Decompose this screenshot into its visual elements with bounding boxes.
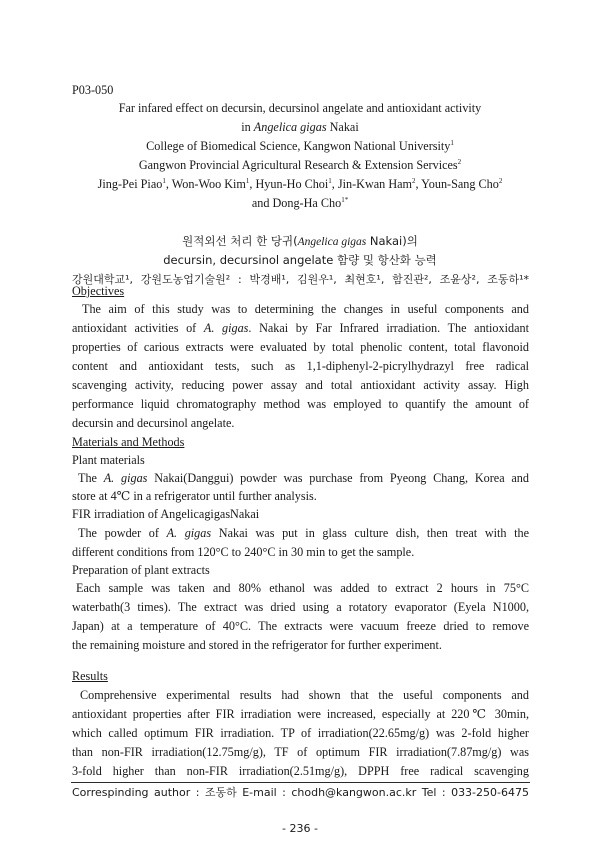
author-sup: 1: [245, 176, 250, 185]
objectives-line-2-b: . Nakai by Far Infrared irradiation. The antioxidant: [248, 321, 529, 335]
objectives-line-2: [72, 321, 529, 336]
korean-title-species: Angelica gigas: [297, 236, 367, 248]
prep-line-2: waterbath(3 times). The extract was dried using a rotatory evaporator (Eyela N1000,: [72, 600, 529, 614]
fir-line-2: different conditions from 120°C to 240°C in 30 min to get the sample.: [72, 545, 415, 559]
author-sup: 1: [162, 176, 166, 185]
authors-line-1: Jing-Pei Piao$^1$, Won-Woo Kim$^1$, Hyun-Ho Choi$^1$, Jin-Kwan Ham$^2$, Youn-Sang Cho$^2$: [97, 176, 503, 191]
author-name: Youn-Sang Cho: [421, 177, 499, 191]
results-heading: Results: [72, 669, 108, 683]
authors-line-2: [0, 196, 600, 211]
authors-and: and: [251, 196, 273, 210]
objectives-heading: Objectives: [72, 284, 125, 298]
results-line-4: than non-FIR irradiation(12.75mg/g), TF of optimum FIR irradiation(7.87mg/g) was: [72, 745, 529, 759]
fir-prefix: The powder of: [78, 526, 167, 540]
page-number: - 236 -: [282, 822, 318, 835]
objectives-line-5: scavenging activity, reducing power assay and total antioxidant activity assay. High: [72, 378, 529, 392]
affiliation-2-text: Gangwon Provincial Agricultural Research & Extension Services: [138, 158, 458, 172]
affiliation-1-text: College of Biomedical Science, Kangwon National University: [146, 139, 451, 153]
author-sup: 2: [498, 176, 503, 185]
affiliation-2-sup: 2: [457, 157, 462, 166]
corresponding-author-line: Correspinding author : 조동하 E-mail : chodh@kangwon.ac.kr Tel : 033-250-6475: [72, 786, 529, 799]
korean-affiliation-line: 강원대학교¹, 강원도농업기술원² : 박경배¹, 김원우¹, 최현호¹, 함진관², 조윤상², 조동하¹*: [72, 273, 529, 286]
title-line-2: [0, 120, 600, 135]
affiliation-2: [0, 158, 600, 173]
objectives-species: A. gigas: [203, 321, 249, 335]
objectives-line-2-a: antioxidant activities of: [72, 321, 204, 335]
korean-title-line-1: [0, 233, 600, 249]
korean-title-line-2: decursin, decursinol angelate 함량 및 항산화 능력: [163, 253, 437, 267]
affiliation-1: [0, 139, 600, 154]
prep-heading: Preparation of plant extracts: [72, 563, 210, 577]
objectives-line-4: content and antioxidant tests, such as 1,1-diphenyl-2-picrylhydrazyl free radical: [72, 359, 529, 373]
title-species: Angelica gigas: [253, 120, 327, 134]
author-name: Won-Woo Kim: [171, 177, 246, 191]
results-line-5: 3-fold higher than non-FIR irradiation(2.51mg/g), DPPH free radical scavenging: [72, 764, 529, 778]
prep-line-1: Each sample was taken and 80% ethanol was added to extract 2 hours in 75°C: [76, 581, 529, 595]
objectives-line-1: The aim of this study was to determining the changes in useful components and: [82, 302, 529, 316]
plant-materials-species: A. gigas: [103, 471, 148, 485]
fir-rest: Nakai was put in glass culture dish, then treat with the: [211, 526, 530, 540]
plant-materials-line-2: store at 4℃ in a refrigerator until further analysis.: [72, 489, 317, 503]
title-suffix: Nakai: [326, 120, 359, 134]
plant-materials-rest: Nakai(Danggui) powder was purchase from Pyeong Chang, Korea and: [147, 471, 529, 485]
objectives-line-7: decursin and decursinol angelate.: [72, 416, 235, 430]
plant-materials-line-1: [78, 471, 529, 486]
korean-title-text-b: Nakai)의: [366, 234, 418, 248]
footer-rule: [71, 782, 530, 783]
fir-heading: FIR irradiation of AngelicagigasNakai: [72, 507, 260, 521]
title-line-1: Far infared effect on decursin, decursinol angelate and antioxidant activity: [118, 101, 482, 115]
results-line-2: antioxidant properties after FIR irradiation were increased, especially at 220℃ 30min,: [72, 707, 529, 721]
abstract-id: P03-050: [72, 83, 114, 97]
affiliation-1-sup: 1: [450, 138, 454, 147]
author-name: Dong-Ha Cho: [272, 196, 342, 210]
korean-title-text-a: 원적외선 처리 한 당귀(: [182, 234, 298, 248]
fir-species: A. gigas: [166, 526, 212, 540]
author-sup: 1*: [341, 195, 349, 204]
author-sup: 2: [412, 176, 416, 185]
objectives-line-6: performance liquid chromatography method was employed to quantify the amount of: [72, 397, 529, 411]
author-name: Jing-Pei Piao: [97, 177, 163, 191]
author-sup: 1: [328, 176, 332, 185]
title-prefix: in: [241, 120, 254, 134]
author-name: Hyun-Ho Choi: [255, 177, 329, 191]
fir-line-1: [78, 526, 529, 541]
plant-materials-prefix: The: [78, 471, 104, 485]
results-line-1: Comprehensive experimental results had shown that the useful components and: [80, 688, 529, 702]
methods-heading: Materials and Methods: [72, 435, 185, 449]
author-name: Jin-Kwan Ham: [337, 177, 413, 191]
results-line-3: which called optimum FIR irradiation. TP of irradiation(22.65mg/g) was 2-fold higher: [72, 726, 529, 740]
plant-materials-heading: Plant materials: [72, 453, 145, 467]
prep-line-3: Japan) at a temperature of 40°C. The extracts were vacuum freeze dried to remove: [72, 619, 529, 633]
prep-line-4: the remaining moisture and stored in the refrigerator for further experiment.: [72, 638, 442, 652]
objectives-line-3: properties of carious extracts were evaluated by total phenolic content, total flavonoid: [72, 340, 529, 354]
